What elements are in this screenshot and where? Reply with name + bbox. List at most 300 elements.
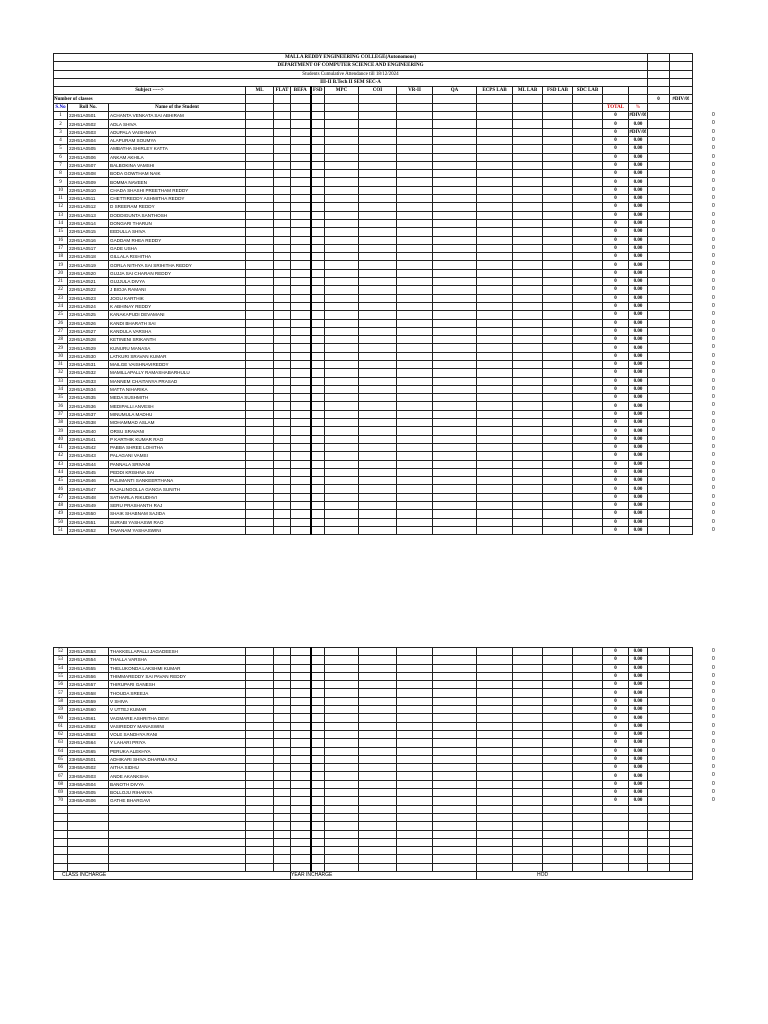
attendance-cell [274, 153, 291, 161]
side-value: 0 [712, 527, 715, 533]
attendance-cell [291, 706, 311, 714]
student-total: 0 [603, 120, 629, 128]
attendance-cell [543, 706, 573, 714]
attendance-cell [246, 294, 274, 302]
attendance-cell [397, 195, 433, 203]
student-total: 0 [603, 327, 629, 335]
student-name: D SREERAM REDDY [109, 203, 246, 211]
attendance-cell [246, 443, 274, 451]
attendance-cell [246, 755, 274, 763]
attendance-cell [397, 410, 433, 418]
attendance-cell [246, 120, 274, 128]
attendance-cell [543, 369, 573, 377]
attendance-cell [573, 730, 603, 738]
student-sno: 42 [54, 452, 68, 460]
classes-total: 0 [648, 95, 670, 103]
student-pct: 0.00 [629, 120, 648, 128]
student-pct: 0.00 [629, 278, 648, 286]
attendance-cell [433, 468, 477, 476]
subject-header: FSD LAB [543, 87, 573, 95]
student-row [54, 410, 693, 418]
side-value: 0 [712, 170, 715, 176]
attendance-cell [291, 195, 311, 203]
student-pct: 0.00 [629, 419, 648, 427]
student-row [54, 435, 693, 443]
student-sno: 20 [54, 269, 68, 277]
attendance-cell [477, 394, 513, 402]
attendance-cell [543, 526, 573, 534]
empty-row [54, 805, 693, 813]
attendance-cell [325, 797, 359, 805]
attendance-cell [359, 311, 397, 319]
attendance-cell [291, 789, 311, 797]
side-value: 0 [712, 714, 715, 720]
student-row [54, 136, 693, 144]
attendance-cell [397, 722, 433, 730]
attendance-cell [513, 427, 543, 435]
attendance-cell [543, 377, 573, 385]
side-value: 0 [712, 145, 715, 151]
attendance-cell [359, 477, 397, 485]
attendance-cell [397, 327, 433, 335]
student-row [54, 145, 693, 153]
attendance-cell [433, 789, 477, 797]
student-pct: 0.00 [629, 236, 648, 244]
student-sno: 14 [54, 219, 68, 227]
student-roll: 22H51A0538 [68, 419, 109, 427]
attendance-cell [573, 780, 603, 788]
student-total: 0 [603, 681, 629, 689]
attendance-cell [359, 170, 397, 178]
attendance-cell [274, 244, 291, 252]
attendance-cell [477, 186, 513, 194]
attendance-cell [246, 764, 274, 772]
attendance-cell [291, 502, 311, 510]
attendance-cell [325, 385, 359, 393]
attendance-cell [397, 203, 433, 211]
attendance-cell [573, 203, 603, 211]
attendance-cell [311, 385, 325, 393]
attendance-cell [359, 739, 397, 747]
attendance-cell [397, 253, 433, 261]
student-name: THIMMAREDDY SAI PAVAN REDDY [109, 672, 246, 680]
attendance-cell [477, 452, 513, 460]
attendance-cell [513, 485, 543, 493]
student-name: V UTTEJ KUMAR [109, 706, 246, 714]
student-name: DONGARI THARUN [109, 219, 246, 227]
attendance-cell [397, 648, 433, 656]
attendance-cell [573, 327, 603, 335]
attendance-cell [246, 485, 274, 493]
attendance-cell [274, 319, 291, 327]
attendance-cell [513, 747, 543, 755]
attendance-cell [274, 526, 291, 534]
attendance-cell [543, 161, 573, 169]
attendance-cell [543, 153, 573, 161]
attendance-cell [274, 485, 291, 493]
attendance-cell [573, 402, 603, 410]
student-total: 0 [603, 526, 629, 534]
attendance-cell [325, 485, 359, 493]
attendance-cell [573, 510, 603, 518]
attendance-cell [573, 145, 603, 153]
student-pct: 0.00 [629, 780, 648, 788]
side-value: 0 [712, 320, 715, 326]
student-sno: 37 [54, 410, 68, 418]
attendance-cell [513, 311, 543, 319]
attendance-cell [513, 170, 543, 178]
attendance-cell [433, 510, 477, 518]
attendance-cell [291, 302, 311, 310]
attendance-cell [311, 344, 325, 352]
attendance-cell [573, 128, 603, 136]
attendance-cell [573, 352, 603, 360]
student-total: 0 [603, 780, 629, 788]
student-total: 0 [603, 747, 629, 755]
attendance-cell [543, 136, 573, 144]
student-name: THALLA VARSHA [109, 656, 246, 664]
student-sno: 7 [54, 161, 68, 169]
attendance-cell [433, 236, 477, 244]
student-roll: 22H51A0550 [68, 510, 109, 518]
attendance-cell [397, 219, 433, 227]
student-roll: 22H51A0548 [68, 493, 109, 501]
student-roll: 23H55A0504 [68, 780, 109, 788]
student-row [54, 269, 693, 277]
attendance-cell [433, 714, 477, 722]
attendance-cell [246, 402, 274, 410]
attendance-cell [543, 203, 573, 211]
attendance-cell [359, 681, 397, 689]
student-sno: 58 [54, 697, 68, 705]
attendance-cell [291, 385, 311, 393]
student-pct: 0.00 [629, 747, 648, 755]
attendance-cell [311, 319, 325, 327]
attendance-cell [433, 344, 477, 352]
attendance-cell [246, 730, 274, 738]
student-total: 0 [603, 764, 629, 772]
attendance-cell [325, 302, 359, 310]
student-sno: 50 [54, 518, 68, 526]
student-roll: 23H55A0502 [68, 764, 109, 772]
attendance-cell [274, 236, 291, 244]
student-row [54, 311, 693, 319]
attendance-cell [325, 477, 359, 485]
attendance-cell [477, 178, 513, 186]
attendance-cell [433, 772, 477, 780]
student-pct: 0.00 [629, 526, 648, 534]
student-sno: 64 [54, 747, 68, 755]
attendance-cell [573, 236, 603, 244]
attendance-cell [311, 518, 325, 526]
attendance-cell [433, 672, 477, 680]
attendance-cell [513, 161, 543, 169]
attendance-cell [291, 120, 311, 128]
student-roll: 22H51A0502 [68, 120, 109, 128]
student-pct: 0.00 [629, 706, 648, 714]
attendance-cell [513, 219, 543, 227]
attendance-cell [477, 510, 513, 518]
student-name: V SHIVA [109, 697, 246, 705]
student-sno: 15 [54, 228, 68, 236]
attendance-cell [573, 302, 603, 310]
attendance-cell [359, 797, 397, 805]
attendance-cell [291, 755, 311, 763]
attendance-cell [397, 278, 433, 286]
student-roll: 22H51A0532 [68, 369, 109, 377]
attendance-cell [274, 706, 291, 714]
side-value: 0 [712, 162, 715, 168]
attendance-cell [397, 302, 433, 310]
attendance-cell [246, 427, 274, 435]
attendance-cell [246, 697, 274, 705]
attendance-cell [397, 664, 433, 672]
subject-row [54, 87, 693, 95]
attendance-cell [397, 360, 433, 368]
attendance-cell [291, 730, 311, 738]
attendance-cell [433, 336, 477, 344]
attendance-cell [311, 789, 325, 797]
attendance-cell [291, 681, 311, 689]
attendance-cell [543, 477, 573, 485]
attendance-cell [291, 772, 311, 780]
student-sno: 70 [54, 797, 68, 805]
side-value: 0 [712, 781, 715, 787]
student-pct: 0.00 [629, 286, 648, 294]
student-total: 0 [603, 294, 629, 302]
attendance-cell [311, 714, 325, 722]
student-sno: 39 [54, 427, 68, 435]
attendance-cell [291, 261, 311, 269]
student-name: GATHE BHARGAVI [109, 797, 246, 805]
attendance-cell [246, 747, 274, 755]
attendance-cell [359, 120, 397, 128]
attendance-cell [311, 672, 325, 680]
student-name: LATKURI SRAVAN KUMAR [109, 352, 246, 360]
student-sno: 23 [54, 294, 68, 302]
attendance-cell [513, 681, 543, 689]
attendance-cell [359, 706, 397, 714]
attendance-cell [359, 443, 397, 451]
attendance-cell [513, 269, 543, 277]
attendance-cell [397, 468, 433, 476]
attendance-cell [246, 714, 274, 722]
attendance-cell [397, 178, 433, 186]
attendance-cell [274, 352, 291, 360]
student-row [54, 219, 693, 227]
student-pct: 0.00 [629, 435, 648, 443]
side-value: 0 [712, 402, 715, 408]
attendance-cell [291, 394, 311, 402]
attendance-cell [543, 714, 573, 722]
student-row [54, 402, 693, 410]
student-roll: 22H51A0558 [68, 689, 109, 697]
student-name: KUNURU MANASA [109, 344, 246, 352]
empty-row [54, 813, 693, 821]
attendance-cell [573, 286, 603, 294]
student-sno: 44 [54, 468, 68, 476]
side-value: 0 [712, 797, 715, 803]
attendance-cell [573, 427, 603, 435]
student-roll: 22H51A0513 [68, 211, 109, 219]
student-total: 0 [603, 170, 629, 178]
attendance-cell [274, 714, 291, 722]
header-row-report [54, 70, 693, 78]
student-sno: 21 [54, 278, 68, 286]
attendance-cell [246, 244, 274, 252]
side-value: 0 [712, 369, 715, 375]
attendance-cell [311, 656, 325, 664]
attendance-cell [311, 780, 325, 788]
attendance-cell [359, 377, 397, 385]
attendance-cell [325, 369, 359, 377]
student-row [54, 360, 693, 368]
attendance-cell [543, 764, 573, 772]
attendance-cell [291, 664, 311, 672]
attendance-cell [477, 369, 513, 377]
attendance-cell [543, 460, 573, 468]
student-sno: 53 [54, 656, 68, 664]
attendance-cell [543, 253, 573, 261]
student-total: 0 [603, 278, 629, 286]
student-name: KANDULA VARSHA [109, 327, 246, 335]
attendance-cell [274, 755, 291, 763]
attendance-cell [573, 755, 603, 763]
attendance-cell [433, 648, 477, 656]
attendance-cell [274, 211, 291, 219]
attendance-cell [433, 443, 477, 451]
student-sno: 62 [54, 730, 68, 738]
attendance-cell [274, 764, 291, 772]
empty-row [54, 863, 693, 871]
attendance-cell [573, 452, 603, 460]
attendance-cell [325, 772, 359, 780]
student-sno: 24 [54, 302, 68, 310]
attendance-cell [311, 443, 325, 451]
student-sno: 59 [54, 706, 68, 714]
attendance-cell [359, 780, 397, 788]
attendance-cell [397, 419, 433, 427]
student-row [54, 714, 693, 722]
attendance-cell [274, 435, 291, 443]
attendance-cell [274, 170, 291, 178]
attendance-cell [477, 780, 513, 788]
student-sno: 35 [54, 394, 68, 402]
side-value: 0 [712, 444, 715, 450]
attendance-cell [397, 689, 433, 697]
attendance-cell [397, 764, 433, 772]
attendance-cell [291, 352, 311, 360]
attendance-cell [325, 294, 359, 302]
attendance-cell [274, 460, 291, 468]
attendance-cell [274, 327, 291, 335]
student-row [54, 656, 693, 664]
attendance-cell [325, 219, 359, 227]
side-value: 0 [712, 756, 715, 762]
attendance-cell [477, 136, 513, 144]
attendance-cell [573, 419, 603, 427]
student-sno: 4 [54, 136, 68, 144]
attendance-cell [246, 186, 274, 194]
attendance-cell [573, 493, 603, 501]
student-row [54, 493, 693, 501]
student-row [54, 236, 693, 244]
student-name: CHADA SHASHI PREETHAM REDDY [109, 186, 246, 194]
subject-header: MPC [325, 87, 359, 95]
attendance-cell [274, 128, 291, 136]
side-value: 0 [712, 220, 715, 226]
attendance-cell [513, 477, 543, 485]
attendance-cell [311, 435, 325, 443]
attendance-cell [291, 128, 311, 136]
side-value: 0 [712, 378, 715, 384]
attendance-cell [513, 452, 543, 460]
attendance-cell [274, 672, 291, 680]
student-total: 0 [603, 153, 629, 161]
student-roll: 22H51A0543 [68, 452, 109, 460]
attendance-cell [311, 427, 325, 435]
attendance-cell [543, 468, 573, 476]
attendance-cell [433, 352, 477, 360]
attendance-cell [325, 689, 359, 697]
student-sno: 34 [54, 385, 68, 393]
attendance-cell [477, 460, 513, 468]
side-value: 0 [712, 739, 715, 745]
attendance-cell [433, 228, 477, 236]
attendance-cell [291, 739, 311, 747]
attendance-cell [325, 789, 359, 797]
attendance-cell [513, 780, 543, 788]
attendance-cell [274, 427, 291, 435]
student-pct: 0.00 [629, 468, 648, 476]
attendance-cell [477, 170, 513, 178]
attendance-cell [291, 427, 311, 435]
student-name: ANKAM AKHILA [109, 153, 246, 161]
attendance-cell [513, 739, 543, 747]
attendance-cell [477, 286, 513, 294]
student-total: 0 [603, 510, 629, 518]
attendance-cell [246, 352, 274, 360]
attendance-cell [246, 739, 274, 747]
attendance-cell [311, 739, 325, 747]
attendance-cell [477, 402, 513, 410]
attendance-cell [543, 485, 573, 493]
student-row [54, 352, 693, 360]
side-value: 0 [712, 519, 715, 525]
attendance-cell [513, 344, 543, 352]
student-roll: 22H51A0562 [68, 722, 109, 730]
student-pct: 0.00 [629, 360, 648, 368]
student-total: 0 [603, 797, 629, 805]
attendance-cell [325, 161, 359, 169]
attendance-cell [433, 722, 477, 730]
attendance-cell [246, 286, 274, 294]
attendance-cell [573, 269, 603, 277]
attendance-cell [573, 369, 603, 377]
attendance-cell [477, 485, 513, 493]
student-roll: 22H51A0523 [68, 294, 109, 302]
attendance-cell [246, 145, 274, 153]
attendance-cell [359, 755, 397, 763]
attendance-cell [359, 789, 397, 797]
attendance-cell [311, 261, 325, 269]
side-value: 0 [712, 494, 715, 500]
attendance-cell [543, 394, 573, 402]
attendance-cell [513, 435, 543, 443]
attendance-cell [274, 228, 291, 236]
attendance-cell [573, 797, 603, 805]
attendance-cell [246, 327, 274, 335]
